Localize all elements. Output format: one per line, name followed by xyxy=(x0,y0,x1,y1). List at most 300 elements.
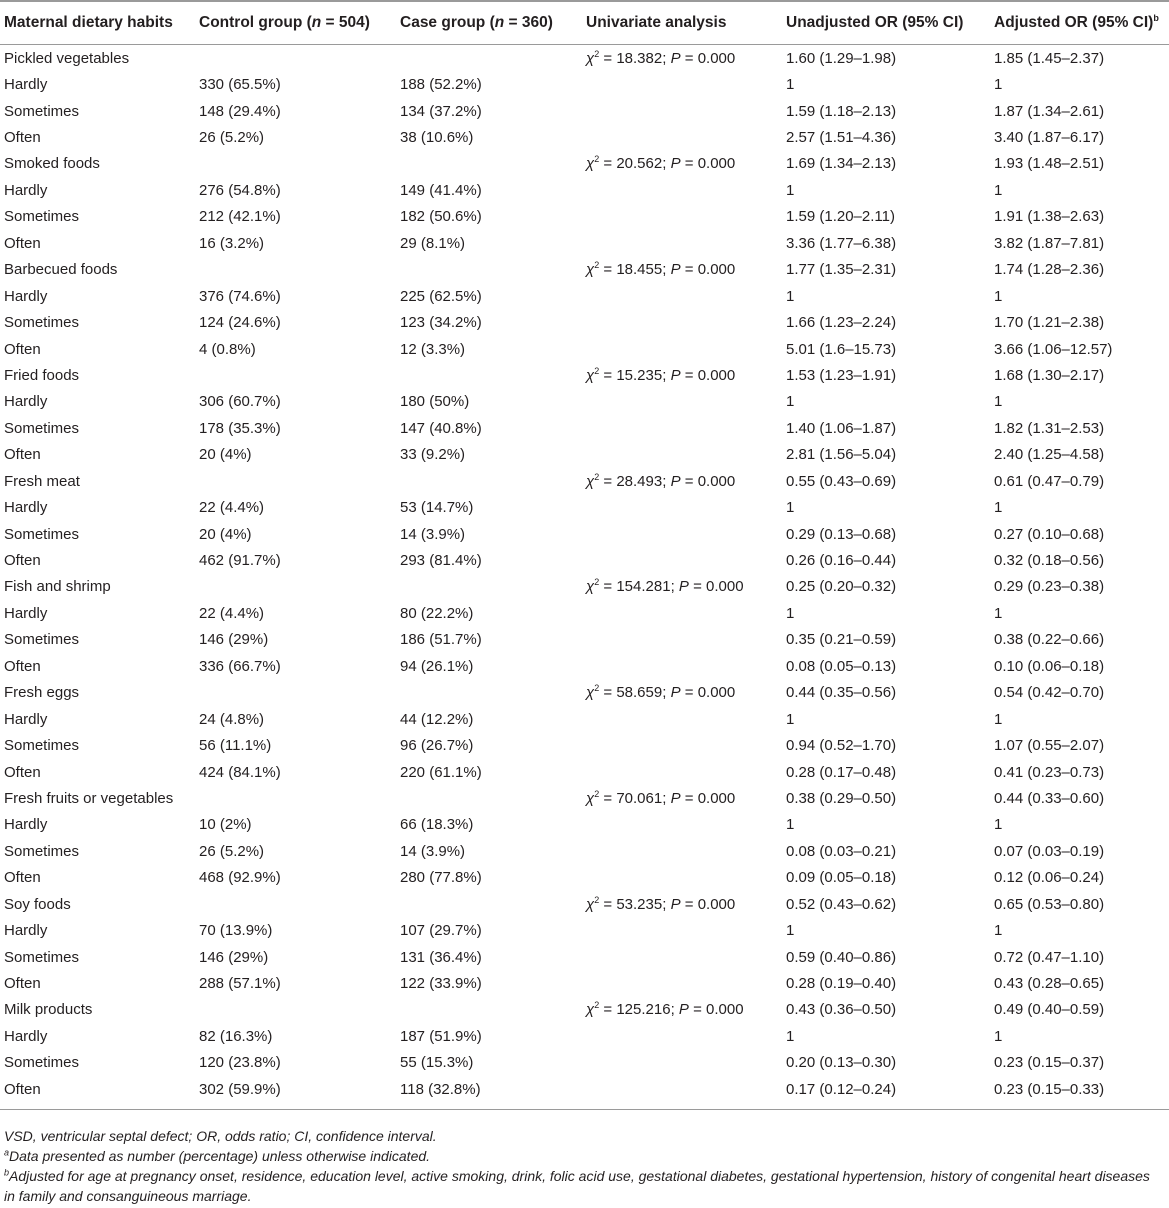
control-cell: 20 (4%) xyxy=(199,525,252,543)
adjusted-or-cell: 1 xyxy=(994,922,1003,940)
case-cell: 53 (14.7%) xyxy=(400,499,474,517)
chi-symbol: χ xyxy=(586,49,595,67)
footnote-a xyxy=(4,1146,1164,1166)
level-row xyxy=(0,1050,1169,1076)
case-cell xyxy=(398,680,582,706)
header-dietary-habits: Maternal dietary habits xyxy=(0,1,197,45)
adjusted-or-cell: 0.61 (0.47–0.79) xyxy=(994,472,1105,490)
category-name: Fish and shrimp xyxy=(4,578,111,596)
case-cell: 180 (50%) xyxy=(400,393,470,411)
level-row xyxy=(0,1023,1169,1049)
p-label: P xyxy=(670,155,681,173)
adjusted-or-cell: 1.74 (1.28–2.36) xyxy=(994,261,1105,279)
category-row xyxy=(0,680,1169,706)
level-row xyxy=(0,600,1169,626)
p-value: 0.000 xyxy=(697,789,736,807)
adjusted-or-cell: 1.07 (0.55–2.07) xyxy=(994,737,1105,755)
univariate-cell xyxy=(582,124,782,150)
chi-superscript: 2 xyxy=(594,260,600,271)
adjusted-or-cell: 1 xyxy=(994,604,1003,622)
chi-value: 15.235 xyxy=(616,366,663,384)
level-row xyxy=(0,177,1169,203)
level-row xyxy=(0,944,1169,970)
control-cell: 82 (16.3%) xyxy=(199,1027,273,1045)
univariate-cell xyxy=(582,838,782,864)
control-cell: 124 (24.6%) xyxy=(199,314,281,332)
adjusted-or-cell: 0.12 (0.06–0.24) xyxy=(994,869,1105,887)
level-row xyxy=(0,494,1169,520)
chi-value: 28.493 xyxy=(616,472,663,490)
univariate-cell xyxy=(582,706,782,732)
control-cell: 330 (65.5%) xyxy=(199,76,281,94)
adjusted-or-cell: 0.43 (0.28–0.65) xyxy=(994,975,1105,993)
adjusted-or-cell: 1.87 (1.34–2.61) xyxy=(994,102,1105,120)
control-cell xyxy=(197,362,398,388)
level-row xyxy=(0,124,1169,150)
univariate-cell: $\chi^2 = 18.382$; P = 0.000 xyxy=(586,48,736,67)
univariate-cell xyxy=(582,970,782,996)
case-cell: 12 (3.3%) xyxy=(400,340,466,358)
univariate-cell xyxy=(582,547,782,573)
level-label: Often xyxy=(4,234,41,252)
control-cell: 178 (35.3%) xyxy=(199,419,281,437)
univariate-cell: $\chi^2 = 70.061$; P = 0.000 xyxy=(586,788,736,807)
p-value: 0.000 xyxy=(706,1001,744,1019)
univariate-cell xyxy=(582,627,782,653)
footnote-b-continued: in family and consanguineous marriage. xyxy=(4,1188,252,1204)
univariate-cell xyxy=(582,1076,782,1109)
univariate-cell: $\chi^2 = 125.216$; P = 0.000 xyxy=(586,1000,744,1019)
category-name: Fresh meat xyxy=(4,472,80,490)
univariate-cell xyxy=(582,230,782,256)
unadjusted-or-cell: 0.44 (0.35–0.56) xyxy=(786,684,897,702)
table-header xyxy=(0,1,1169,45)
control-cell: 70 (13.9%) xyxy=(199,922,273,940)
p-label: P xyxy=(670,684,681,702)
case-cell xyxy=(398,257,582,283)
adjusted-or-cell: 0.23 (0.15–0.33) xyxy=(990,1076,1169,1109)
level-label: Sometimes xyxy=(4,419,80,437)
univariate-cell xyxy=(582,98,782,124)
unadjusted-or-cell: 0.25 (0.20–0.32) xyxy=(786,578,897,596)
category-name: Pickled vegetables xyxy=(4,49,130,67)
case-cell xyxy=(398,468,582,494)
p-value: 0.000 xyxy=(697,366,736,384)
level-label: Hardly xyxy=(4,181,48,199)
unadjusted-or-cell: 0.94 (0.52–1.70) xyxy=(786,737,897,755)
case-cell: 122 (33.9%) xyxy=(400,975,482,993)
univariate-cell xyxy=(582,442,782,468)
unadjusted-or-cell: 0.17 (0.12–0.24) xyxy=(782,1076,990,1109)
chi-value: 58.659 xyxy=(616,684,663,702)
category-name: Fresh fruits or vegetables xyxy=(4,789,174,807)
chi-symbol: χ xyxy=(586,789,595,807)
p-value: 0.000 xyxy=(706,578,744,596)
control-cell: 24 (4.8%) xyxy=(199,710,265,728)
level-row xyxy=(0,98,1169,124)
adjusted-or-cell: 0.07 (0.03–0.19) xyxy=(994,842,1105,860)
control-cell xyxy=(197,785,398,811)
adjusted-or-cell: 0.38 (0.22–0.66) xyxy=(994,631,1105,649)
univariate-cell: $\chi^2 = 58.659$; P = 0.000 xyxy=(586,683,736,702)
case-cell: 33 (9.2%) xyxy=(400,446,466,464)
case-cell xyxy=(398,362,582,388)
case-cell xyxy=(398,574,582,600)
p-label: P xyxy=(670,895,681,913)
case-cell: 186 (51.7%) xyxy=(400,631,482,649)
control-cell xyxy=(197,891,398,917)
control-cell: 376 (74.6%) xyxy=(199,287,281,305)
case-cell: 147 (40.8%) xyxy=(400,419,482,437)
level-row xyxy=(0,336,1169,362)
header-control-pre: Control group ( xyxy=(199,14,312,31)
adjusted-or-cell: 0.41 (0.23–0.73) xyxy=(994,763,1105,781)
control-cell: 424 (84.1%) xyxy=(199,763,281,781)
level-label: Hardly xyxy=(4,287,48,305)
level-row xyxy=(0,547,1169,573)
header-control-group xyxy=(197,1,398,45)
unadjusted-or-cell: 0.52 (0.43–0.62) xyxy=(786,895,897,913)
chi-value: 18.382 xyxy=(616,49,663,67)
case-cell: 134 (37.2%) xyxy=(400,102,482,120)
unadjusted-or-cell: 1.59 (1.20–2.11) xyxy=(786,208,895,226)
p-label: P xyxy=(670,472,681,490)
case-cell xyxy=(398,785,582,811)
chi-value: 20.562 xyxy=(616,155,663,173)
case-cell xyxy=(398,151,582,177)
case-cell: 131 (36.4%) xyxy=(400,948,482,966)
adjusted-or-cell: 0.72 (0.47–1.10) xyxy=(994,948,1105,966)
category-row xyxy=(0,574,1169,600)
univariate-cell xyxy=(582,336,782,362)
p-label: P xyxy=(670,261,681,279)
adjusted-or-cell: 1.68 (1.30–2.17) xyxy=(994,366,1105,384)
adjusted-or-cell: 1.82 (1.31–2.53) xyxy=(994,419,1105,437)
unadjusted-or-cell: 1.53 (1.23–1.91) xyxy=(786,366,897,384)
case-cell: 107 (29.7%) xyxy=(400,922,482,940)
unadjusted-or-cell: 1 xyxy=(786,604,795,622)
control-cell: 336 (66.7%) xyxy=(199,657,281,675)
level-row xyxy=(0,759,1169,785)
level-row xyxy=(0,706,1169,732)
control-cell: 16 (3.2%) xyxy=(199,234,265,252)
control-cell: 26 (5.2%) xyxy=(199,842,265,860)
chi-symbol: χ xyxy=(586,155,595,173)
unadjusted-or-cell: 1.77 (1.35–2.31) xyxy=(786,261,897,279)
univariate-cell xyxy=(582,917,782,943)
chi-value: 18.455 xyxy=(616,261,663,279)
univariate-cell: $\chi^2 = 28.493$; P = 0.000 xyxy=(586,471,736,490)
header-control-post: = 504) xyxy=(321,14,370,31)
level-label: Sometimes xyxy=(4,1054,80,1072)
unadjusted-or-cell: 2.81 (1.56–5.04) xyxy=(786,446,897,464)
univariate-cell xyxy=(582,600,782,626)
chi-superscript: 2 xyxy=(594,788,600,799)
level-label: Sometimes xyxy=(4,314,80,332)
chi-superscript: 2 xyxy=(594,471,600,482)
chi-superscript: 2 xyxy=(594,154,600,165)
univariate-cell xyxy=(582,812,782,838)
unadjusted-or-cell: 0.35 (0.21–0.59) xyxy=(786,631,897,649)
level-row xyxy=(0,415,1169,441)
adjusted-or-cell: 0.27 (0.10–0.68) xyxy=(994,525,1105,543)
case-cell: 182 (50.6%) xyxy=(400,208,482,226)
unadjusted-or-cell: 1 xyxy=(786,181,795,199)
adjusted-or-cell: 2.40 (1.25–4.58) xyxy=(994,446,1105,464)
p-value: 0.000 xyxy=(697,155,736,173)
adjusted-or-cell: 0.49 (0.40–0.59) xyxy=(994,1001,1105,1019)
level-label: Hardly xyxy=(4,710,48,728)
category-row xyxy=(0,45,1169,72)
univariate-cell: $\chi^2 = 154.281$; P = 0.000 xyxy=(586,577,744,596)
chi-value: 125.216 xyxy=(616,1001,671,1019)
header-univariate: Univariate analysis xyxy=(582,1,782,45)
case-cell: 118 (32.8%) xyxy=(398,1076,582,1109)
level-row xyxy=(0,627,1169,653)
univariate-cell xyxy=(582,283,782,309)
level-label: Often xyxy=(4,552,41,570)
level-row xyxy=(0,732,1169,758)
unadjusted-or-cell: 1 xyxy=(786,393,795,411)
header-control-n: n xyxy=(311,14,322,31)
univariate-cell xyxy=(582,1050,782,1076)
header-case-group xyxy=(398,1,582,45)
control-cell xyxy=(197,468,398,494)
level-label: Often xyxy=(4,340,41,358)
case-cell: 44 (12.2%) xyxy=(400,710,474,728)
control-cell: 306 (60.7%) xyxy=(199,393,281,411)
chi-superscript: 2 xyxy=(594,894,600,905)
unadjusted-or-cell: 0.09 (0.05–0.18) xyxy=(786,869,897,887)
univariate-cell xyxy=(582,177,782,203)
adjusted-or-cell: 1 xyxy=(994,710,1003,728)
adjusted-or-cell: 3.40 (1.87–6.17) xyxy=(994,129,1105,147)
case-cell xyxy=(398,997,582,1023)
level-label: Often xyxy=(4,869,41,887)
adjusted-or-cell: 0.10 (0.06–0.18) xyxy=(994,657,1105,675)
case-cell: 188 (52.2%) xyxy=(400,76,482,94)
chi-superscript: 2 xyxy=(594,1000,600,1011)
p-value: 0.000 xyxy=(697,472,736,490)
control-cell: 148 (29.4%) xyxy=(199,102,281,120)
adjusted-or-cell: 0.23 (0.15–0.37) xyxy=(994,1054,1105,1072)
univariate-cell xyxy=(582,944,782,970)
chi-symbol: χ xyxy=(586,578,595,596)
header-case-n: n xyxy=(494,14,505,31)
header-adjusted-or xyxy=(990,1,1169,45)
case-cell: 80 (22.2%) xyxy=(400,604,474,622)
control-cell: 4 (0.8%) xyxy=(199,340,256,358)
univariate-cell: $\chi^2 = 20.562$; P = 0.000 xyxy=(586,154,736,173)
control-cell: 288 (57.1%) xyxy=(199,975,281,993)
control-cell: 276 (54.8%) xyxy=(199,181,281,199)
level-row xyxy=(0,71,1169,97)
level-label: Sometimes xyxy=(4,842,80,860)
level-label: Sometimes xyxy=(4,208,80,226)
table-body xyxy=(0,45,1169,1110)
adjusted-or-cell: 3.82 (1.87–7.81) xyxy=(994,234,1105,252)
footnote-a-mark: a xyxy=(4,1147,10,1158)
level-label: Sometimes xyxy=(4,631,80,649)
adjusted-or-cell: 3.66 (1.06–12.57) xyxy=(994,340,1113,358)
adjusted-or-cell: 1.85 (1.45–2.37) xyxy=(994,49,1105,67)
level-row xyxy=(0,309,1169,335)
control-cell: 120 (23.8%) xyxy=(199,1054,281,1072)
unadjusted-or-cell: 1.40 (1.06–1.87) xyxy=(786,419,897,437)
unadjusted-or-cell: 0.28 (0.19–0.40) xyxy=(786,975,897,993)
chi-symbol: χ xyxy=(586,684,595,702)
chi-superscript: 2 xyxy=(594,48,600,59)
case-cell: 66 (18.3%) xyxy=(400,816,474,834)
level-row xyxy=(0,838,1169,864)
p-label: P xyxy=(670,366,681,384)
adjusted-or-cell: 0.29 (0.23–0.38) xyxy=(994,578,1105,596)
category-row xyxy=(0,151,1169,177)
unadjusted-or-cell: 0.20 (0.13–0.30) xyxy=(786,1054,897,1072)
p-value: 0.000 xyxy=(697,684,736,702)
univariate-cell xyxy=(582,71,782,97)
category-name: Soy foods xyxy=(4,895,71,913)
level-label: Sometimes xyxy=(4,102,80,120)
unadjusted-or-cell: 1.69 (1.34–2.13) xyxy=(786,155,897,173)
case-cell xyxy=(398,891,582,917)
category-row xyxy=(0,362,1169,388)
adjusted-or-cell: 1 xyxy=(994,1027,1003,1045)
level-label: Often xyxy=(4,657,41,675)
category-row xyxy=(0,785,1169,811)
unadjusted-or-cell: 1.66 (1.23–2.24) xyxy=(786,314,897,332)
level-row xyxy=(0,970,1169,996)
adjusted-or-cell: 0.65 (0.53–0.80) xyxy=(994,895,1105,913)
level-label: Hardly xyxy=(4,499,48,517)
p-value: 0.000 xyxy=(697,261,736,279)
case-cell: 38 (10.6%) xyxy=(400,129,474,147)
univariate-cell xyxy=(582,521,782,547)
univariate-cell xyxy=(582,653,782,679)
control-cell: 20 (4%) xyxy=(199,446,252,464)
univariate-cell xyxy=(582,732,782,758)
level-row xyxy=(0,653,1169,679)
adjusted-or-cell: 1.70 (1.21–2.38) xyxy=(994,314,1105,332)
chi-symbol: χ xyxy=(586,366,595,384)
category-row xyxy=(0,997,1169,1023)
level-row xyxy=(0,204,1169,230)
adjusted-or-cell: 1 xyxy=(994,287,1003,305)
level-label: Often xyxy=(4,129,41,147)
case-cell xyxy=(398,45,582,72)
level-row xyxy=(0,1076,1169,1109)
control-cell xyxy=(197,45,398,72)
unadjusted-or-cell: 0.55 (0.43–0.69) xyxy=(786,472,897,490)
case-cell: 293 (81.4%) xyxy=(400,552,482,570)
unadjusted-or-cell: 1 xyxy=(786,922,795,940)
adjusted-or-cell: 1 xyxy=(994,499,1003,517)
unadjusted-or-cell: 0.08 (0.05–0.13) xyxy=(786,657,897,675)
control-cell xyxy=(197,574,398,600)
level-label: Often xyxy=(4,763,41,781)
category-name: Fresh eggs xyxy=(4,684,80,702)
control-cell: 10 (2%) xyxy=(199,816,252,834)
footnote-b-text-1: Adjusted for age at pregnancy onset, residence, education level, active smoking, drink, folic acid use, gestational diabetes, gestational hypertension, history of congenital heart diseases xyxy=(9,1168,1150,1184)
univariate-cell xyxy=(582,204,782,230)
unadjusted-or-cell: 1.59 (1.18–2.13) xyxy=(786,102,897,120)
adjusted-or-cell: 1.91 (1.38–2.63) xyxy=(994,208,1105,226)
header-case-post: = 360) xyxy=(504,14,553,31)
table-footnotes xyxy=(4,1126,1164,1206)
unadjusted-or-cell: 2.57 (1.51–4.36) xyxy=(786,129,897,147)
case-cell: 14 (3.9%) xyxy=(400,842,466,860)
level-row xyxy=(0,812,1169,838)
level-label: Hardly xyxy=(4,604,48,622)
category-row xyxy=(0,257,1169,283)
univariate-cell xyxy=(582,865,782,891)
unadjusted-or-cell: 0.28 (0.17–0.48) xyxy=(786,763,897,781)
control-cell: 462 (91.7%) xyxy=(199,552,281,570)
p-label: P xyxy=(670,49,681,67)
p-value: 0.000 xyxy=(697,49,736,67)
univariate-cell xyxy=(582,389,782,415)
p-value: 0.000 xyxy=(697,895,736,913)
adjusted-or-cell: 1 xyxy=(994,393,1003,411)
univariate-cell xyxy=(582,759,782,785)
case-cell: 225 (62.5%) xyxy=(400,287,482,305)
unadjusted-or-cell: 0.08 (0.03–0.21) xyxy=(786,842,897,860)
adjusted-or-cell: 1 xyxy=(994,76,1003,94)
control-cell xyxy=(197,257,398,283)
case-cell: 29 (8.1%) xyxy=(400,234,466,252)
univariate-cell: $\chi^2 = 53.235$; P = 0.000 xyxy=(586,894,736,913)
chi-value: 154.281 xyxy=(616,578,671,596)
footnote-b-mark: b xyxy=(4,1167,10,1178)
unadjusted-or-cell: 1 xyxy=(786,1027,795,1045)
case-cell: 14 (3.9%) xyxy=(400,525,466,543)
footnote-abbreviations: VSD, ventricular septal defect; OR, odds ratio; CI, confidence interval. xyxy=(4,1128,437,1144)
unadjusted-or-cell: 1 xyxy=(786,816,795,834)
level-label: Hardly xyxy=(4,1027,48,1045)
case-cell: 123 (34.2%) xyxy=(400,314,482,332)
header-row xyxy=(0,1,1169,45)
adjusted-or-cell: 0.54 (0.42–0.70) xyxy=(994,684,1105,702)
univariate-cell xyxy=(582,309,782,335)
adjusted-or-cell: 0.44 (0.33–0.60) xyxy=(994,789,1105,807)
p-label: P xyxy=(670,789,681,807)
level-row xyxy=(0,389,1169,415)
unadjusted-or-cell: 5.01 (1.6–15.73) xyxy=(786,340,897,358)
p-label: P xyxy=(678,578,689,596)
adjusted-or-cell: 1 xyxy=(994,181,1003,199)
unadjusted-or-cell: 1.60 (1.29–1.98) xyxy=(786,49,897,67)
univariate-cell: $\chi^2 = 18.455$; P = 0.000 xyxy=(586,260,736,279)
level-row xyxy=(0,865,1169,891)
control-cell: 26 (5.2%) xyxy=(199,129,265,147)
level-row xyxy=(0,442,1169,468)
level-label: Often xyxy=(4,975,41,993)
chi-value: 70.061 xyxy=(616,789,663,807)
chi-symbol: χ xyxy=(586,472,595,490)
unadjusted-or-cell: 0.38 (0.29–0.50) xyxy=(786,789,897,807)
category-name: Fried foods xyxy=(4,366,80,384)
unadjusted-or-cell: 0.26 (0.16–0.44) xyxy=(786,552,897,570)
level-label: Sometimes xyxy=(4,737,80,755)
control-cell: 302 (59.9%) xyxy=(197,1076,398,1109)
chi-value: 53.235 xyxy=(616,895,663,913)
univariate-cell: $\chi^2 = 15.235$; P = 0.000 xyxy=(586,365,736,384)
level-row xyxy=(0,521,1169,547)
category-name: Barbecued foods xyxy=(4,261,118,279)
chi-symbol: χ xyxy=(586,895,595,913)
level-label: Sometimes xyxy=(4,948,80,966)
case-cell: 280 (77.8%) xyxy=(400,869,482,887)
